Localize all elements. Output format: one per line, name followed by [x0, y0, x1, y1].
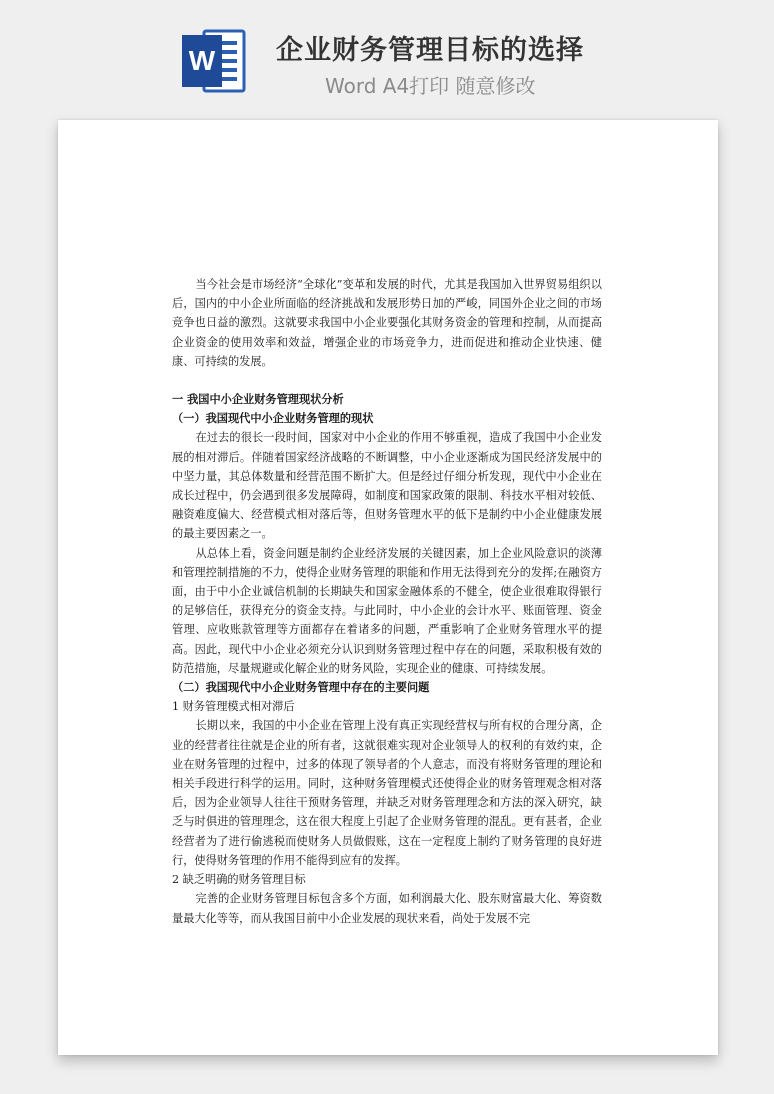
- paragraph: 长期以来，我国的中小企业在管理上没有真正实现经营权与所有权的合理分离，企业的经营者往往就是企业的所有者，这就很难实现对企业领导人的权利的有效约束，企业在财务管理的过程中，过多的体现了领导者的个人意志，而没有将财务管理的理论和相关手段进行科学的运用。同时，这种财务管理模式还使得企业的财务管理观念相对落后，因为企业领导人往往干预财务管理，并缺乏对财务管理理念和方法的深入研究，缺乏与时俱进的管理理念，这在很大程度上引起了企业财务管理的混乱。更有甚者，企业经营者为了进行偷逃税而使财务人员做假账，这在一定程度上制约了财务管理的良好进行，使得财务管理的作用不能得到应有的发挥。: [172, 719, 602, 867]
- word-document-icon: [178, 25, 250, 97]
- document-title: 企业财务管理目标的选择: [276, 35, 584, 66]
- subsection-heading-2: （二）我国现代中小企业财务管理中存在的主要问题: [172, 680, 430, 695]
- section-heading: 一 我国中小企业财务管理现状分析: [172, 392, 344, 407]
- document-subtitle: Word A4打印 随意修改: [325, 74, 536, 98]
- page-header: [0, 0, 774, 118]
- document-body: [172, 275, 602, 928]
- subsection-heading-1: （一）我国现代中小企业财务管理的现状: [172, 411, 374, 426]
- word-icon-letter: W: [188, 45, 216, 76]
- document-page: [58, 120, 718, 1055]
- paragraph: 完善的企业财务管理目标包含多个方面，如利润最大化、股东财富最大化、筹资数量最大化等等，而从我国目前中小企业发展的现状来看，尚处于发展不完: [172, 892, 602, 925]
- item-heading-2: 2 缺乏明确的财务管理目标: [172, 873, 306, 887]
- paragraph: 从总体上看，资金问题是制约企业经济发展的关键因素，加上企业风险意识的淡薄和管理控制措施的不力，使得企业财务管理的职能和作用无法得到充分的发挥;在融资方面，由于中小企业诚信机制的长期缺失和国家金融体系的不健全，使企业很难取得银行的足够信任，获得充分的资金支持。与此同时，中小企业的会计水平、账面管理、资金管理、应收账款管理等方面都存在着诸多的问题，严重影响了企业财务管理水平的提高。因此，现代中小企业必须充分认识到财务管理过程中存在的问题，采取积极有效的防范措施，尽量规避或化解企业的财务风险，实现企业的健康、可持续发展。: [172, 546, 602, 675]
- item-heading-1: 1 财务管理模式相对滞后: [172, 700, 295, 714]
- paragraph: 在过去的很长一段时间，国家对中小企业的作用不够重视，造成了我国中小企业发展的相对滞后。伴随着国家经济战略的不断调整，中小企业逐渐成为国民经济发展中的中坚力量，其总体数量和经营范围不断扩大。但是经过仔细分析发现，现代中小企业在成长过程中，仍会遇到很多发展障碍，如制度和国家政策的限制、科技水平相对较低、融资难度偏大、经营模式相对落后等，但财务管理水平的低下是制约中小企业健康发展的最主要因素之一。: [172, 431, 602, 541]
- intro-paragraph: 当今社会是市场经济“全球化”变革和发展的时代，尤其是我国加入世界贸易组织以后，国内的中小企业所面临的经济挑战和发展形势日加的严峻，同国外企业之间的市场竞争也日益的激烈。这就要求我国中小企业要强化其财务资金的管理和控制，从而提高企业资金的使用效率和效益，增强企业的市场竞争力，进而促进和推动企业快速、健康、可持续的发展。: [172, 278, 602, 368]
